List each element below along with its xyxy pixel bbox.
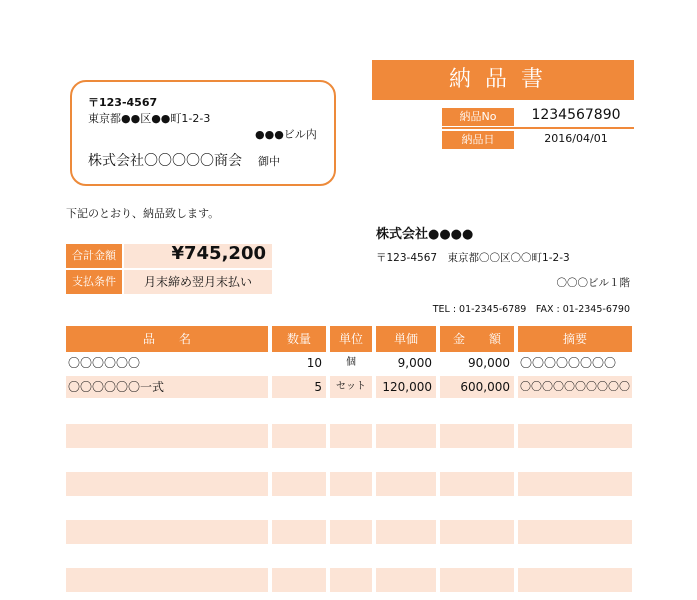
total-label: 合計金額	[66, 244, 122, 268]
delivery-no-label: 納品No	[442, 108, 514, 126]
row2-price: 120,000	[382, 380, 432, 394]
col-header-qty: 数量	[272, 326, 326, 352]
row1-price: 9,000	[397, 356, 432, 370]
row2-unit: セット	[336, 381, 366, 392]
total-value: ¥745,200	[171, 243, 266, 264]
document-title: 納品書	[372, 60, 634, 100]
recipient-postal: 〒123-4567	[88, 96, 158, 109]
sender-company: 株式会社●●●●	[376, 227, 474, 242]
row1-unit: 個	[346, 357, 356, 368]
col-header-note: 摘要	[518, 326, 632, 352]
recipient-company: 株式会社〇〇〇〇〇商会	[88, 153, 242, 169]
delivery-date-label: 納品日	[442, 131, 514, 149]
terms-value: 月末締め翌月末払い	[124, 270, 272, 294]
row2-item: 〇〇〇〇〇〇一式	[68, 380, 165, 394]
col-header-price: 単価	[376, 326, 436, 352]
column-separator	[326, 376, 330, 600]
col-header-amount: 金 額	[440, 326, 514, 352]
col-header-unit: 単位	[330, 326, 372, 352]
row1-note: 〇〇〇〇〇〇〇〇	[520, 356, 617, 370]
intro-text: 下記のとおり、納品致します。	[66, 207, 220, 220]
row-bg	[66, 520, 632, 544]
column-separator	[268, 376, 272, 600]
row1-amount: 90,000	[468, 356, 510, 370]
row-bg	[66, 472, 632, 496]
terms-label: 支払条件	[66, 270, 122, 294]
recipient-building: ●●●ビル内	[255, 128, 317, 141]
row-bg	[66, 568, 632, 592]
recipient-honorific: 御中	[258, 155, 280, 168]
divider	[442, 127, 634, 129]
sender-address: 〒123-4567 東京都〇〇区〇〇町1-2-3	[376, 252, 570, 264]
recipient-address: 東京都●●区●●町1-2-3	[88, 112, 211, 125]
sender-contact: TEL : 01-2345-6789 FAX : 01-2345-6790	[432, 304, 630, 315]
column-separator	[436, 376, 440, 600]
column-separator	[514, 376, 518, 600]
row1-qty: 10	[306, 356, 322, 370]
row2-amount: 600,000	[460, 380, 510, 394]
col-header-item: 品 名	[66, 326, 268, 352]
column-separator	[372, 376, 376, 600]
row1-item: 〇〇〇〇〇〇	[68, 356, 141, 370]
row2-qty: 5	[314, 380, 322, 394]
sender-building: 〇〇〇ビル１階	[556, 277, 630, 289]
row-bg	[66, 424, 632, 448]
delivery-date-value: 2016/04/01	[544, 132, 608, 145]
row2-note: 〇〇〇〇〇〇〇〇〇〇	[520, 380, 630, 393]
delivery-no-value: 1234567890	[531, 107, 621, 123]
